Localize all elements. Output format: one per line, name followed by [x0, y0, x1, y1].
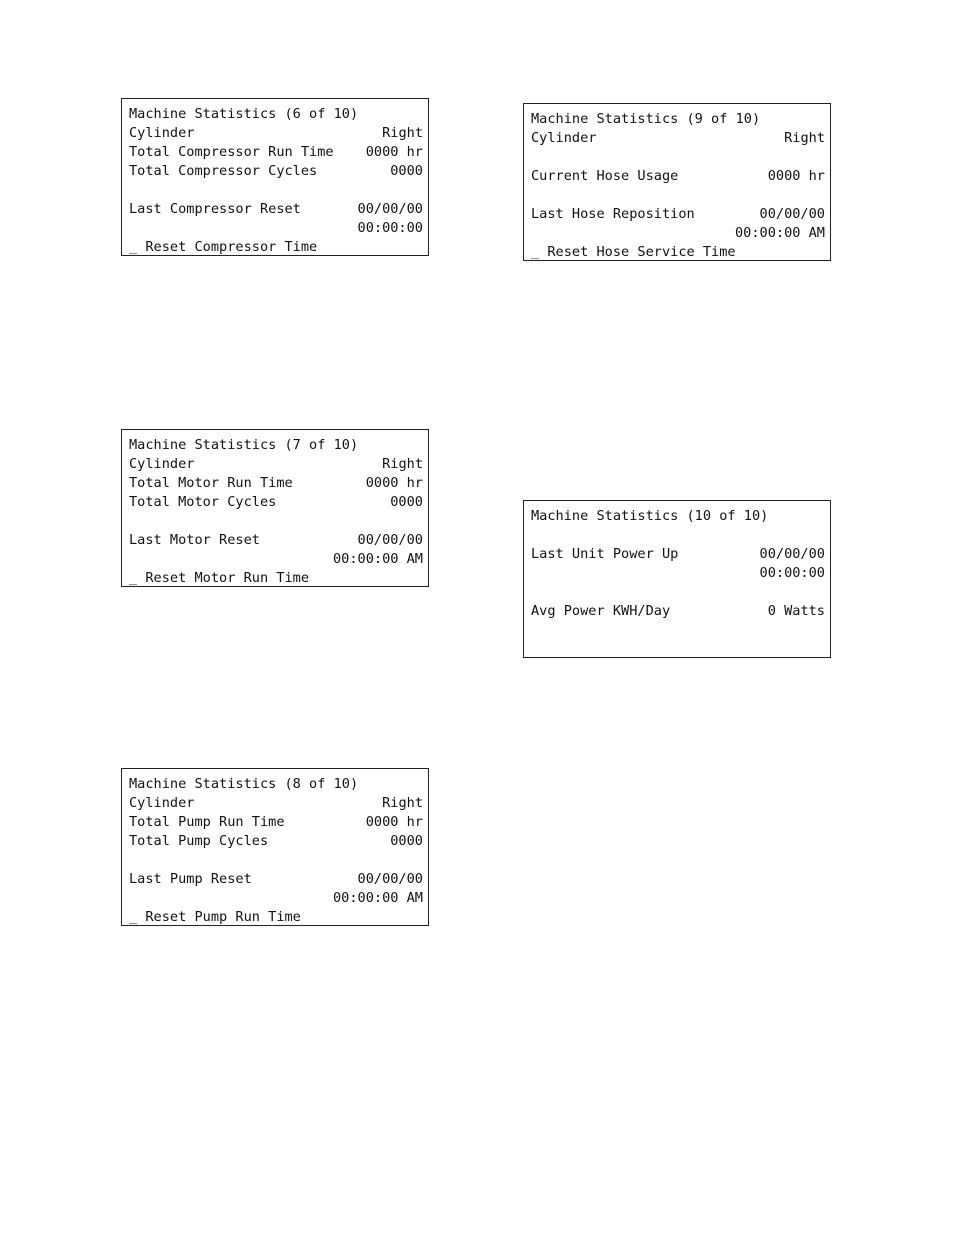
last-unit-power-up-row [531, 545, 825, 564]
machine-stats-screen-9 [523, 103, 831, 261]
reset-motor-run-time-option[interactable] [129, 569, 423, 588]
current-hose-usage-label: Current Hose Usage [531, 168, 679, 184]
screen-title [129, 775, 423, 794]
last-motor-reset-time-row [129, 550, 423, 569]
reset-pump-run-time-option[interactable] [129, 908, 423, 927]
pump-run-time-value: 0000 hr [365, 814, 423, 830]
pump-cycles-value: 0000 [390, 833, 423, 849]
cylinder-value[interactable]: Right [382, 456, 423, 472]
reset-hose-service-time-option[interactable] [531, 243, 825, 262]
last-pump-reset-row [129, 870, 423, 889]
machine-stats-screen-7 [121, 429, 429, 587]
avg-power-value: 0 Watts [767, 603, 825, 619]
last-motor-reset-date: 00/00/00 [357, 532, 423, 548]
cylinder-value[interactable]: Right [784, 130, 825, 146]
screen-title [129, 105, 423, 124]
last-hose-reposition-time: 00:00:00 AM [734, 225, 825, 241]
machine-stats-screen-8 [121, 768, 429, 926]
screen-title [531, 110, 825, 129]
last-motor-reset-time: 00:00:00 AM [332, 551, 423, 567]
cylinder-row [531, 129, 825, 148]
screen-title [531, 507, 825, 526]
motor-run-time-label: Total Motor Run Time [129, 475, 293, 491]
last-pump-reset-label: Last Pump Reset [129, 871, 252, 887]
cylinder-row [129, 794, 423, 813]
title-text: Machine Statistics (7 of 10) [129, 437, 359, 453]
last-pump-reset-time-row [129, 889, 423, 908]
compressor-cycles-value: 0000 [390, 163, 423, 179]
title-text: Machine Statistics (6 of 10) [129, 106, 359, 122]
last-unit-power-up-label: Last Unit Power Up [531, 546, 679, 562]
last-compressor-reset-time-row [129, 219, 423, 238]
motor-cycles-value: 0000 [390, 494, 423, 510]
cylinder-row [129, 455, 423, 474]
avg-power-label: Avg Power KWH/Day [531, 603, 671, 619]
cylinder-label: Cylinder [129, 795, 195, 811]
reset-compressor-time-option[interactable] [129, 238, 423, 257]
machine-stats-screen-10 [523, 500, 831, 658]
cylinder-row [129, 124, 423, 143]
compressor-run-time-label: Total Compressor Run Time [129, 144, 334, 160]
cylinder-label: Cylinder [531, 130, 597, 146]
cylinder-label: Cylinder [129, 456, 195, 472]
last-motor-reset-row [129, 531, 423, 550]
motor-run-time-value: 0000 hr [365, 475, 423, 491]
cylinder-value[interactable]: Right [382, 125, 423, 141]
title-text: Machine Statistics (9 of 10) [531, 111, 761, 127]
last-compressor-reset-row [129, 200, 423, 219]
last-hose-reposition-row [531, 205, 825, 224]
compressor-run-time-row [129, 143, 423, 162]
cylinder-label: Cylinder [129, 125, 195, 141]
pump-run-time-label: Total Pump Run Time [129, 814, 285, 830]
pump-cycles-label: Total Pump Cycles [129, 833, 269, 849]
cylinder-value[interactable]: Right [382, 795, 423, 811]
last-compressor-reset-label: Last Compressor Reset [129, 201, 301, 217]
last-motor-reset-label: Last Motor Reset [129, 532, 260, 548]
current-hose-usage-value: 0000 hr [767, 168, 825, 184]
pump-run-time-row [129, 813, 423, 832]
current-hose-usage-row [531, 167, 825, 186]
reset-motor-run-time-label[interactable]: _ Reset Motor Run Time [129, 570, 310, 586]
reset-hose-service-time-label[interactable]: _ Reset Hose Service Time [531, 244, 736, 260]
screen-title [129, 436, 423, 455]
reset-compressor-time-label[interactable]: _ Reset Compressor Time [129, 239, 318, 255]
title-text: Machine Statistics (8 of 10) [129, 776, 359, 792]
last-compressor-reset-time: 00:00:00 [357, 220, 423, 236]
last-compressor-reset-date: 00/00/00 [357, 201, 423, 217]
last-unit-power-up-time: 00:00:00 [759, 565, 825, 581]
pump-cycles-row [129, 832, 423, 851]
avg-power-row [531, 602, 825, 621]
last-hose-reposition-time-row [531, 224, 825, 243]
compressor-run-time-value: 0000 hr [365, 144, 423, 160]
motor-cycles-label: Total Motor Cycles [129, 494, 277, 510]
last-unit-power-up-date: 00/00/00 [759, 546, 825, 562]
last-hose-reposition-label: Last Hose Reposition [531, 206, 695, 222]
last-pump-reset-date: 00/00/00 [357, 871, 423, 887]
last-hose-reposition-date: 00/00/00 [759, 206, 825, 222]
reset-pump-run-time-label[interactable]: _ Reset Pump Run Time [129, 909, 301, 925]
motor-run-time-row [129, 474, 423, 493]
compressor-cycles-label: Total Compressor Cycles [129, 163, 318, 179]
last-unit-power-up-time-row [531, 564, 825, 583]
machine-stats-screen-6 [121, 98, 429, 256]
title-text: Machine Statistics (10 of 10) [531, 508, 769, 524]
last-pump-reset-time: 00:00:00 AM [332, 890, 423, 906]
compressor-cycles-row [129, 162, 423, 181]
motor-cycles-row [129, 493, 423, 512]
